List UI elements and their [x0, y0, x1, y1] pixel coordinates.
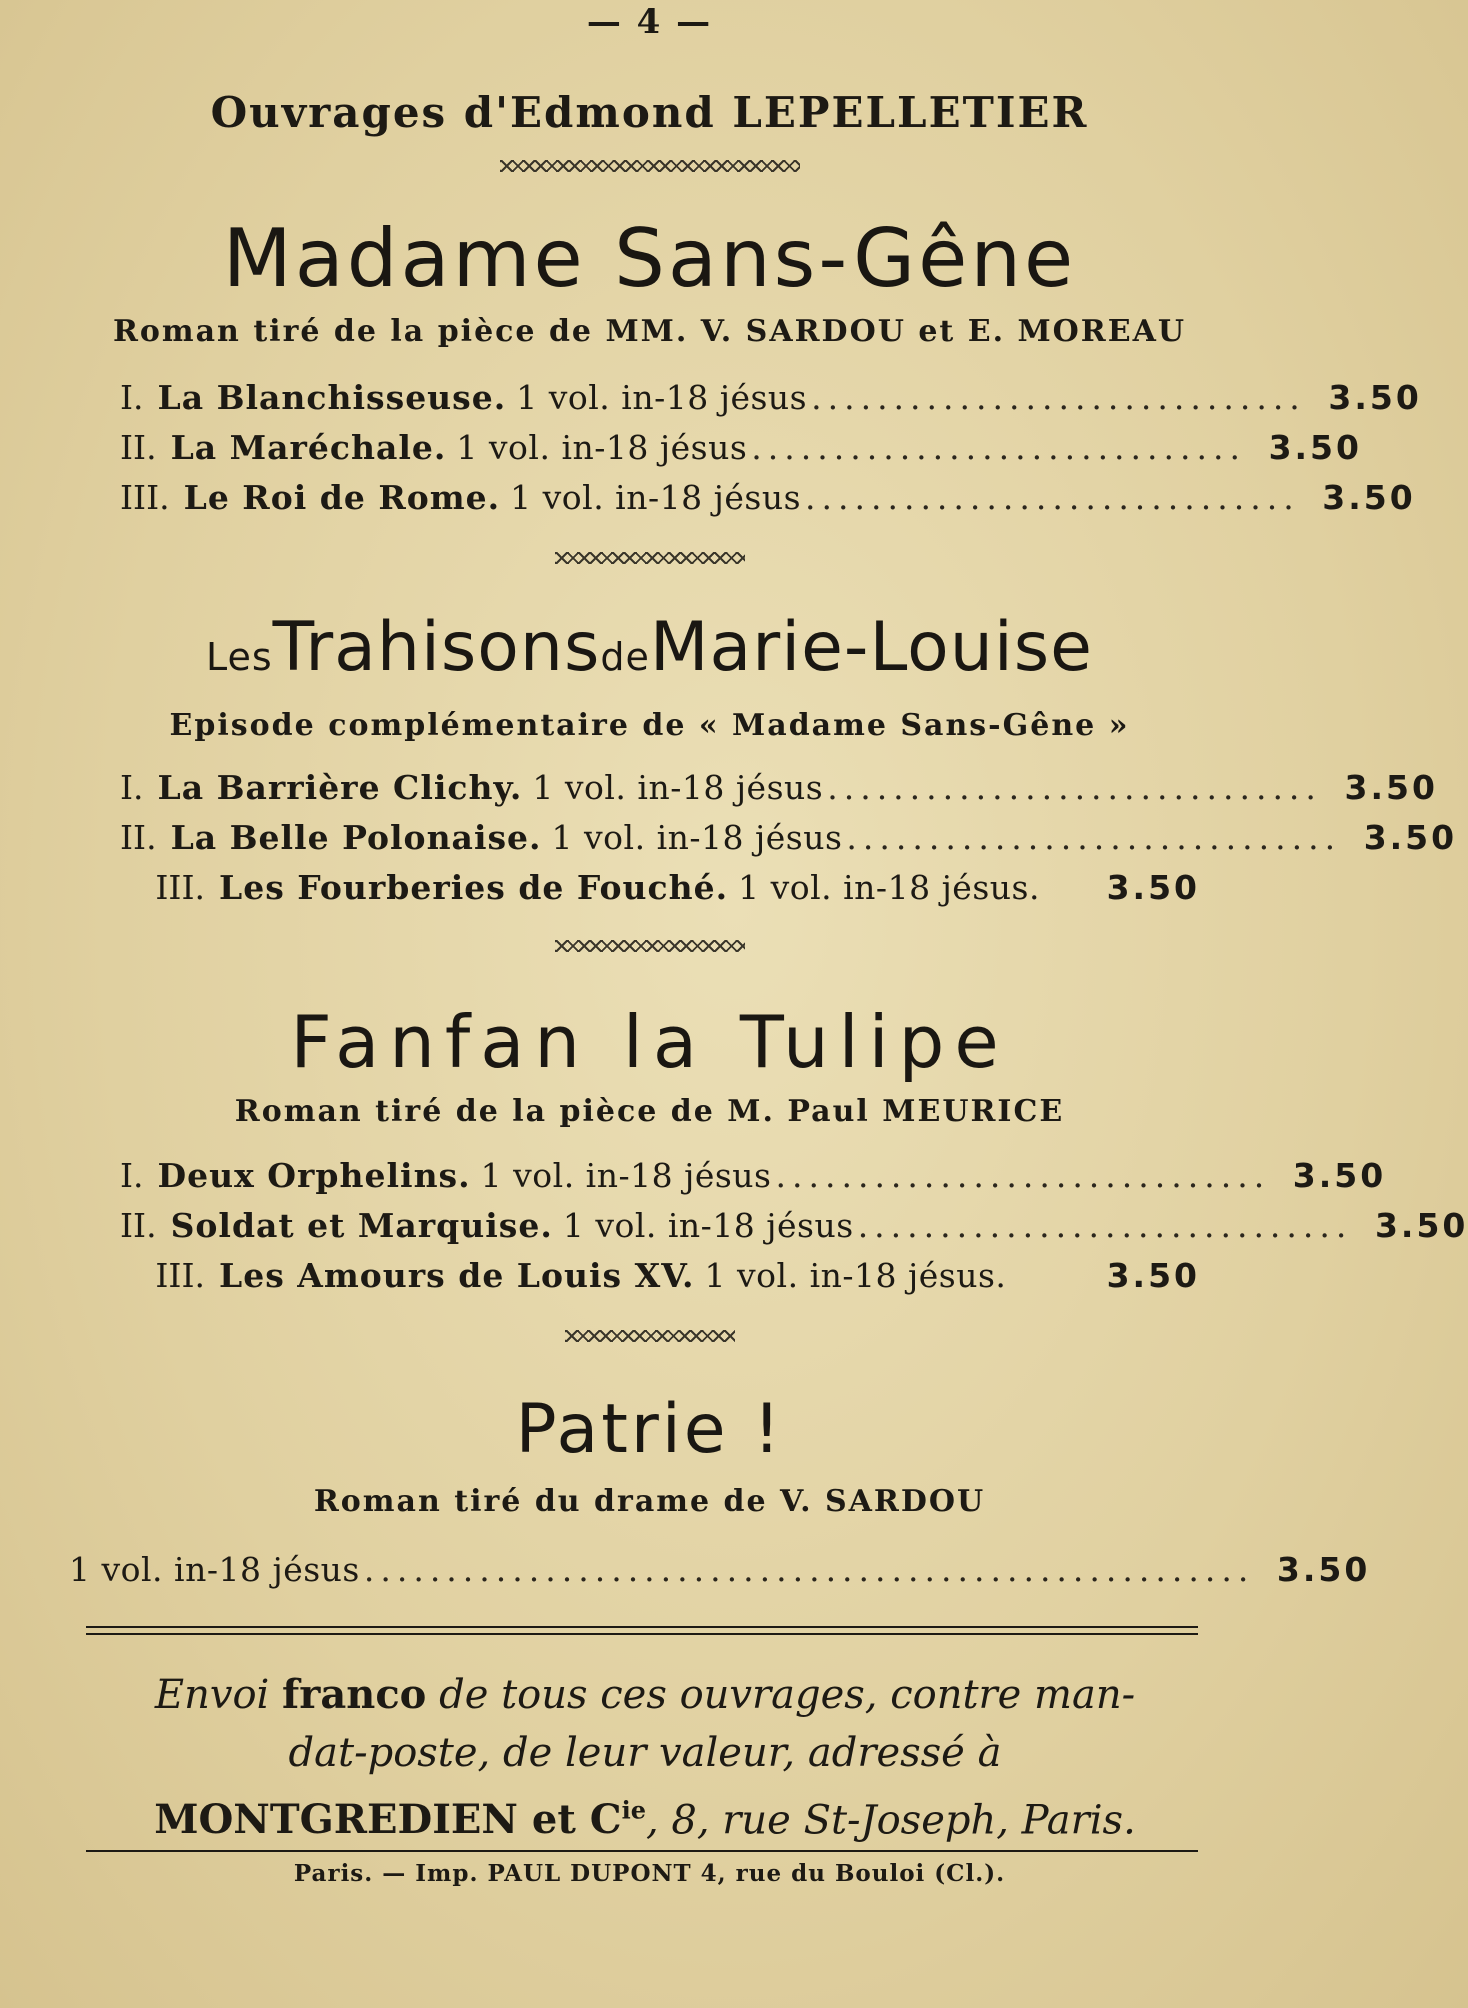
list-item: [120, 478, 1416, 522]
list-item: [120, 378, 1422, 422]
wavy-divider: [0, 940, 1299, 956]
entry-title: Les Amours de Louis XV.: [219, 1256, 695, 1295]
notice-text-2: dat-poste, de leur valeur,: [288, 1730, 796, 1776]
entry-format: 1 vol. in-18 jésus: [510, 478, 802, 517]
leader-dots: ..............................: [751, 428, 1246, 467]
entry-title: Les Fourberies de Fouché.: [219, 868, 729, 907]
entry-format: 1 vol. in-18 jésus: [69, 1550, 360, 1589]
wavy-divider: [0, 1330, 1299, 1346]
notice-a: à: [977, 1730, 1002, 1776]
entry-title: Le Roi de Rome.: [183, 478, 501, 517]
wavy-divider: [0, 160, 1299, 176]
entry-number: III.: [155, 868, 205, 907]
entry-number: I.: [120, 768, 144, 807]
section-subtitle: Roman tiré du drame de V. SARDOU: [313, 1484, 986, 1519]
notice-publisher: MONTGREDIEN et $C^{ie}$: [154, 1796, 646, 1844]
entry-price: 3.50: [1276, 1550, 1371, 1589]
entry-format: 1 vol. in-18 jésus: [532, 768, 824, 807]
leader-dots: ..............................: [805, 478, 1300, 517]
shipping-notice: [80, 1666, 1210, 1849]
printer-footer: Paris. — Imp. PAUL DUPONT 4, rue du Bouloi (Cl.).: [293, 1860, 1006, 1887]
entry-format: 1 vol. in-18 jésus: [516, 378, 808, 417]
list-item: [120, 768, 1438, 812]
entry-price: 3.50: [1374, 1206, 1468, 1245]
notice-text-1: de tous ces ouvrages, contre man-: [439, 1672, 1136, 1718]
entry-number: II.: [120, 1206, 157, 1245]
list-item: [120, 818, 1458, 862]
entry-number: II.: [120, 818, 157, 857]
title-les: Les: [205, 635, 273, 679]
list-item: [120, 868, 1200, 912]
leader-dots: ..............................: [857, 1206, 1353, 1245]
entry-format: 1 vol. in-18 jésus: [456, 428, 748, 467]
section-title-fanfan: Fanfan la Tulipe: [290, 1000, 1009, 1084]
page-header: [0, 88, 1299, 137]
notice-envoi: Envoi: [154, 1672, 270, 1718]
entry-number: II.: [120, 428, 157, 467]
entry-format: 1 vol. in-18 jésus.: [738, 868, 1040, 907]
footer-rule: [86, 1850, 1198, 1852]
wavy-divider: [0, 552, 1299, 568]
page-number: — 4 —: [586, 2, 713, 42]
entry-format: 1 vol. in-18 jésus: [562, 1206, 854, 1245]
entry-number: III.: [120, 478, 170, 517]
title-trahisons: Trahisons: [272, 608, 601, 687]
notice-franco: franco: [282, 1671, 427, 1718]
entry-price: 3.50: [1292, 1156, 1387, 1195]
entry-price: 3.50: [1363, 818, 1458, 857]
list-item: [120, 1156, 1387, 1200]
notice-address: , 8, rue St-Joseph, Paris.: [645, 1797, 1136, 1844]
leader-dots: ..............................: [827, 768, 1322, 807]
entry-price: 3.50: [1322, 478, 1416, 517]
section-subtitle: Roman tiré de la pièce de M. Paul MEURICE: [234, 1094, 1065, 1129]
list-item: [120, 1206, 1468, 1250]
entry-title: La Barrière Clichy.: [157, 768, 523, 807]
entry-number: III.: [155, 1256, 205, 1295]
list-item: [120, 428, 1362, 472]
list-item: [45, 1550, 1371, 1594]
double-rule-top: [86, 1626, 1198, 1628]
entry-number: I.: [120, 378, 144, 417]
section-title-patrie: Patrie !: [515, 1390, 784, 1469]
entry-number: I.: [120, 1156, 144, 1195]
entry-format: 1 vol. in-18 jésus: [551, 818, 843, 857]
entry-title: La Blanchisseuse.: [157, 378, 507, 417]
leader-dots: ..............................: [846, 818, 1342, 857]
entry-format: 1 vol. in-18 jésus.: [704, 1256, 1007, 1295]
section-title-sans-gene: Madame Sans-Gêne: [222, 212, 1077, 305]
entry-price: 3.50: [1268, 428, 1362, 467]
list-item: [120, 1256, 1200, 1300]
entry-format: 1 vol. in-18 jésus: [480, 1156, 772, 1195]
title-de: de: [600, 635, 650, 679]
header-prefix: Ouvrages d'Edmond: [210, 88, 716, 137]
entry-title: Deux Orphelins.: [157, 1156, 471, 1195]
title-marie-louise: Marie-Louise: [649, 608, 1093, 687]
entry-price: 3.50: [1106, 1256, 1200, 1295]
entry-price: 3.50: [1344, 768, 1438, 807]
notice-adresse: adressé: [807, 1730, 965, 1776]
leader-dots: ..............................: [811, 378, 1306, 417]
entry-title: La Belle Polonaise.: [170, 818, 542, 857]
section-title-trahisons: [0, 608, 1299, 687]
section-subtitle: Episode complémentaire de « Madame Sans-Gêne »: [169, 708, 1130, 743]
section-subtitle: Roman tiré de la pièce de MM. V. SARDOU et E. MOREAU: [112, 314, 1187, 349]
leader-dots: ......................................................: [363, 1550, 1255, 1589]
double-rule-bottom: [86, 1633, 1198, 1635]
entry-price: 3.50: [1328, 378, 1422, 417]
entry-title: La Maréchale.: [170, 428, 447, 467]
header-author: LEPELLETIER: [732, 88, 1089, 137]
leader-dots: ..............................: [775, 1156, 1271, 1195]
entry-title: Soldat et Marquise.: [170, 1206, 553, 1245]
entry-price: 3.50: [1106, 868, 1200, 907]
